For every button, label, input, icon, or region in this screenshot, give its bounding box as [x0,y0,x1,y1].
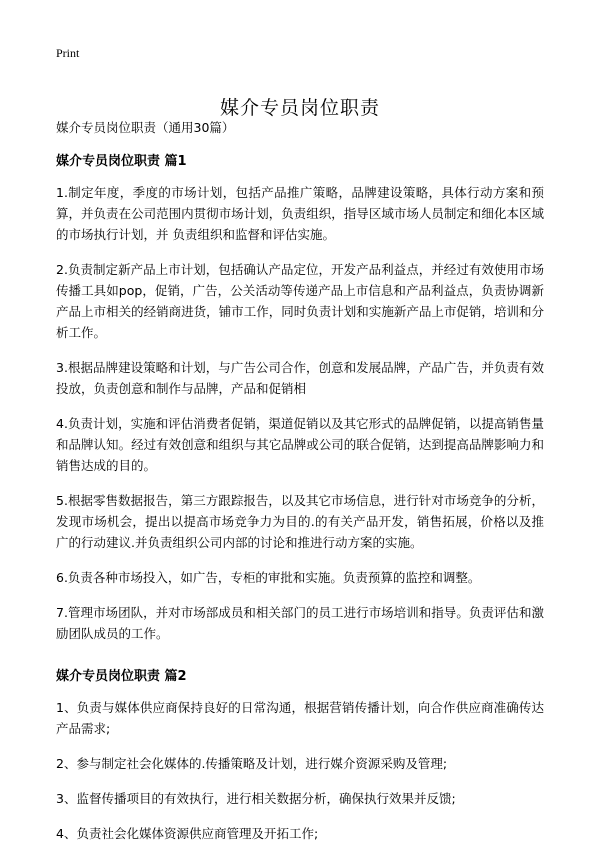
paragraph: 4.负责计划，实施和评估消费者促销，渠道促销以及其它形式的品牌促销，以提高销售量和品牌认知。经过有效创意和组织与其它品牌或公司的联合促销，达到提高品牌影响力和销售达成的目的。 [56,416,544,473]
paragraph: 6.负责各种市场投入，如广告，专柜的审批和实施。负责预算的监控和调整。 [56,570,481,585]
section-heading: 媒介专员岗位职责 篇1 [56,154,187,169]
section-2 [56,668,544,844]
paragraph: 3、监督传播项目的有效执行，进行相关数据分析，确保执行效果并反馈; [56,791,456,806]
paragraph: 5.根据零售数据报告，第三方跟踪报告，以及其它市场信息，进行针对市场竞争的分析，发现市场机会，提出以提高市场竞争力为目的.的有关产品开发，销售拓展，价格以及推广的行动建议.并负责组织公司内部的讨论和推进行动方案的实施。 [56,493,544,550]
paragraph: 2、参与制定社会化媒体的.传播策略及计划，进行媒介资源采购及管理; [56,756,448,771]
section-heading: 媒介专员岗位职责 篇2 [56,669,187,684]
document-title: 媒介专员岗位职责 [219,96,380,119]
section-1 [56,153,544,644]
document-subtitle: 媒介专员岗位职责（通用30篇） [56,120,235,135]
paragraph: 1.制定年度，季度的市场计划，包括产品推广策略，品牌建设策略，具体行动方案和预算，并负责在公司范围内贯彻市场计划，负责组织，指导区域市场人员制定和细化本区域的市场执行计划，并 负责组织和监督和评估实施。 [56,185,544,242]
paragraph: 3.根据品牌建设策略和计划，与广告公司合作，创意和发展品牌，产品广告，并负责有效投放，负责创意和制作与品牌，产品和促销相 [56,360,544,396]
paragraph: 2.负责制定新产品上市计划，包括确认产品定位，开发产品利益点，并经过有效使用市场传播工具如pop，促销，广告，公关活动等传递产品上市信息和产品利益点，负责协调新产品上市相关的经销商进货，铺市工作，同时负责计划和实施新产品上市促销，培训和分析工作。 [56,262,544,340]
print-label: Print [56,46,80,60]
paragraph: 1、负责与媒体供应商保持良好的日常沟通，根据营销传播计划，向合作供应商准确传达产品需求; [56,700,544,736]
paragraph: 4、负责社会化媒体资源供应商管理及开拓工作; [56,826,319,841]
document-body [56,119,544,858]
paragraph: 7.管理市场团队，并对市场部成员和相关部门的员工进行市场培训和指导。负责评估和激励团队成员的工作。 [56,605,544,641]
